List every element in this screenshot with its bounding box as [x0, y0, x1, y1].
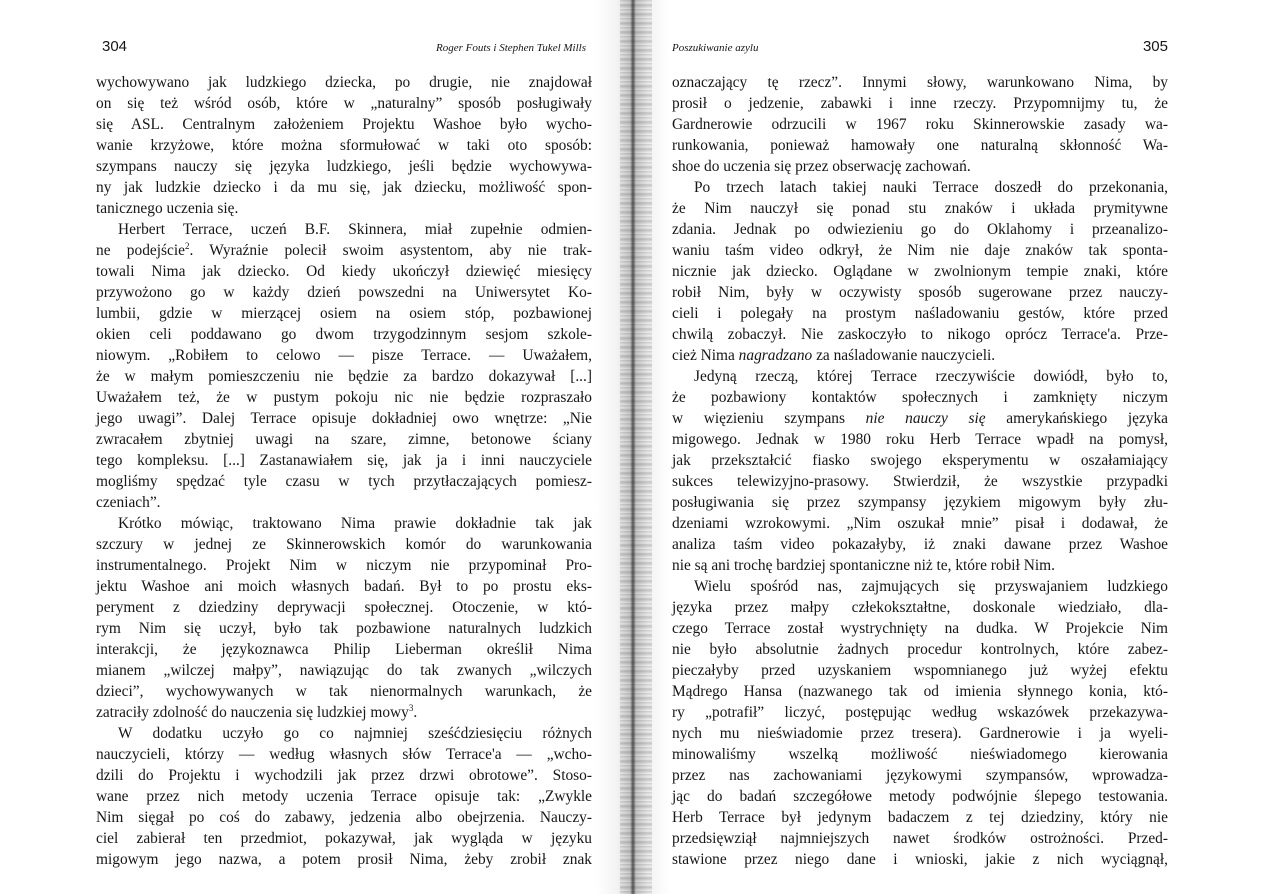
text-line [96, 303, 592, 324]
text-line-main: przedsięwziął najmniejszych nawet środków ostrożności. Przed- [672, 830, 1168, 847]
text-line-main: peryment z dziedziny deprywacji społecznej. Otoczenie, w któ- [96, 599, 592, 616]
text-line-main: szympans nauczy się języka ludzkiego, jeśli będzie wychowywa- [96, 158, 592, 175]
text-line-main: Gardnerowie odrzucili w 1967 roku Skinnerowskie zasady wa- [672, 116, 1168, 133]
text-line [672, 345, 1168, 366]
text-line [96, 198, 592, 219]
text-line-main: dzili do Projektu i wychodzili jak przez drzwi obrotowe”. Stoso- [96, 767, 592, 784]
text-line [96, 219, 592, 240]
text-line [672, 240, 1168, 261]
gutter-scan-shadow [620, 0, 652, 894]
text-line [96, 723, 592, 744]
text-line-main: W dodatku uczyło go co najmniej sześćdziesięciu różnych [118, 725, 592, 742]
text-line-main: w więzieniu szympans [672, 410, 866, 427]
text-line-main: oznaczający tę rzecz”. Innymi słowy, warunkowano Nima, by [672, 74, 1168, 91]
text-line-main: przywożono go w każdy dzień powszedni na Uniwersytet Ko- [96, 284, 592, 301]
text-line-main: waniu taśm video odkrył, że Nim nie daje znaków tak sponta- [672, 242, 1168, 259]
text-line-main: lumbii, gdzie w mierzącej osiem na osiem stóp, pozbawionej [96, 305, 592, 322]
text-line [96, 786, 592, 807]
text-line [672, 765, 1168, 786]
text-line [96, 324, 592, 345]
text-line [96, 576, 592, 597]
text-line [672, 828, 1168, 849]
text-line [96, 240, 592, 261]
text-line-main: nicznie jak dziecko. Oglądane w zwolnionym tempie znaki, które [672, 263, 1168, 280]
text-line [96, 282, 592, 303]
text-line-main: robił Nim, były w oczywisty sposób sugerowane przez nauczy- [672, 284, 1168, 301]
text-line [96, 849, 592, 870]
text-line-main: cież Nima [672, 347, 739, 364]
text-line [672, 534, 1168, 555]
right-page-body-text [672, 72, 1168, 870]
text-line-main: że w małym pomieszczeniu nie będzie za bardzo dokazywał [...] [96, 368, 592, 385]
text-line [96, 366, 592, 387]
text-line [672, 177, 1168, 198]
text-line [672, 702, 1168, 723]
emphasized-text: nagradzano [738, 347, 813, 364]
text-line-main: ne podejście [96, 242, 185, 259]
text-line-main: przez nas zachowaniami językowymi szympansów, wprowadza- [672, 767, 1168, 784]
text-line-main: zwracałem zbytniej uwagi na szare, zimne, betonowe ściany [96, 431, 592, 448]
text-line [672, 387, 1168, 408]
text-line [672, 786, 1168, 807]
text-line [96, 177, 592, 198]
text-line-main: Mądrego Hansa (nazwanego tak od imienia słynnego konia, któ- [672, 683, 1168, 700]
text-line [672, 639, 1168, 660]
text-line [96, 156, 592, 177]
text-line-tail: amerykańskiego języka [985, 410, 1168, 427]
text-line [96, 807, 592, 828]
text-line [672, 471, 1168, 492]
text-line [672, 450, 1168, 471]
text-line-main: języka przez małpy człekokształtne, doskonale wiedziało, dla- [672, 599, 1168, 616]
text-line-main: minowaliśmy wszelką możliwość nieświadomego kierowania [672, 746, 1168, 763]
text-line [96, 135, 592, 156]
text-line [672, 93, 1168, 114]
text-line-main: runkowania, ponieważ hamowały one naturalną skłonność Wa- [672, 137, 1168, 154]
text-line [96, 93, 592, 114]
text-line [672, 429, 1168, 450]
text-line-main: ciel zabierał ten przedmiot, pokazywał, jak wygląda w języku [96, 830, 592, 847]
text-line [96, 744, 592, 765]
text-line-main: Wielu spośród nas, zajmujących się przyswajaniem ludzkiego [694, 578, 1168, 595]
text-line [96, 513, 592, 534]
text-line [96, 345, 592, 366]
text-line [96, 72, 592, 93]
text-line [96, 618, 592, 639]
text-line-main: tego kompleksu. [...] Zastanawiałem się, jak ja i inni nauczyciele [96, 452, 592, 469]
text-line-main: Krótko mówiąc, traktowano Nima prawie dokładnie tak jak [118, 515, 592, 532]
text-line [96, 408, 592, 429]
text-line [96, 429, 592, 450]
text-line-main: ry „potrafił” liczyć, postępując według wskazówek przekazywa- [672, 704, 1168, 721]
text-line [672, 807, 1168, 828]
text-line [96, 660, 592, 681]
text-line-main: nauczycieli, którzy — według własnych słów Terrace'a — „wcho- [96, 746, 592, 763]
text-line-main: zdania. Jednak po odwiezieniu go do Oklahomy i przeanalizo- [672, 221, 1168, 238]
text-line-main: instrumentalnego. Projekt Nim w niczym nie przypominał Pro- [96, 557, 592, 574]
text-line [672, 366, 1168, 387]
text-line [672, 156, 1168, 177]
text-line [96, 114, 592, 135]
text-line-main: tanicznego uczenia się. [96, 200, 239, 217]
page-number: 304 [102, 38, 128, 55]
text-line-main: jektu Washoe ani moich własnych badań. Był to po prostu eks- [96, 578, 592, 595]
footnote-marker: 3 [408, 702, 414, 713]
text-line-main: analiza taśm video pokazałyby, iż znaki dawane przez Washoe [672, 536, 1168, 553]
text-line-main: czeniach”. [96, 494, 161, 511]
text-line-main: Nim sięgał po coś do zabawy, jedzenia albo obejrzenia. Nauczy- [96, 809, 592, 826]
text-line-main: on się też wśród osób, które w „naturalny” sposób posługiwały [96, 95, 592, 112]
text-line-main: niowym. „Robiłem to celowo — pisze Terrace. — Uważałem, [96, 347, 592, 364]
right-page [672, 0, 1168, 894]
text-line-main: pieczałyby przed uzyskaniem wspomnianego już wyżej efektu [672, 662, 1168, 679]
text-line [96, 492, 592, 513]
text-line-tail: . [413, 704, 418, 721]
text-line [672, 597, 1168, 618]
text-line-main: Herbert Terrace, uczeń B.F. Skinnera, miał zupełnie odmien- [118, 221, 592, 238]
text-line-main: cieli i polegały na prostym naśladowaniu gestów, które przed [672, 305, 1168, 322]
text-line-main: prosił o jedzenie, zabawki i inne rzeczy. Przypomnijmy tu, że [672, 95, 1168, 112]
text-line-main: rym Nim się uczył, było tak pozbawione naturalnych ludzkich [96, 620, 592, 637]
text-line-main: chwilą zobaczył. Nie zaskoczyło to nikogo oprócz Terrace'a. Prze- [672, 326, 1168, 343]
left-page [96, 0, 592, 894]
text-line [672, 744, 1168, 765]
text-line-main: Po trzech latach takiej nauki Terrace doszedł do przekonania, [694, 179, 1168, 196]
text-line [96, 555, 592, 576]
running-head: Poszukiwanie azylu [672, 42, 759, 54]
footnote-marker: 2 [184, 240, 190, 251]
text-line-main: że Nim nauczył się ponad stu znaków i układa prymitywne [672, 200, 1168, 217]
left-page-body-text [96, 72, 592, 870]
text-line-main: interakcji, że językoznawca Philip Lieberman określił Nima [96, 641, 592, 658]
text-line [96, 681, 592, 702]
text-line [96, 828, 592, 849]
text-line [672, 219, 1168, 240]
text-line [96, 534, 592, 555]
text-line [96, 450, 592, 471]
text-line [96, 387, 592, 408]
text-line-tail: . Wyraźnie polecił swoim asystentom, aby nie trak- [189, 242, 592, 259]
text-line-main: migowym jego nazwa, a potem prosił Nima, żeby zrobił znak [96, 851, 592, 868]
text-line [96, 639, 592, 660]
text-line [672, 261, 1168, 282]
text-line-main: że pozbawiony kontaktów społecznych i zamknięty niczym [672, 389, 1168, 406]
text-line-tail: za naśladowanie nauczycieli. [812, 347, 996, 364]
text-line [672, 849, 1168, 870]
text-line [96, 471, 592, 492]
text-line [672, 723, 1168, 744]
text-line-main: jąc do badań szczegółowe metody podwójnie ślepego testowania. [672, 788, 1168, 805]
text-line [672, 198, 1168, 219]
text-line-main: nie są ani trochę bardziej spontaniczne niż te, które robił Nim. [672, 557, 1055, 574]
text-line [672, 408, 1168, 429]
text-line-main: okien celi poddawano go dwom trzygodzinnym sesjom szkole- [96, 326, 592, 343]
text-line-main: nych mu nieświadomie przez tresera). Gardnerowie i ja wyeli- [672, 725, 1168, 742]
text-line [672, 303, 1168, 324]
page-number: 305 [1142, 38, 1168, 55]
text-line-main: mogliśmy spędzać tyle czasu w tych przytłaczających pomiesz- [96, 473, 592, 490]
text-line-main: Jedyną rzeczą, której Terrace rzeczywiście dowiódł, było to, [694, 368, 1168, 385]
text-line [672, 492, 1168, 513]
text-line-main: migowego. Jednak w 1980 roku Herb Terrace wpadł na pomysł, [672, 431, 1168, 448]
text-line [672, 513, 1168, 534]
text-line [672, 135, 1168, 156]
text-line-main: mianem „wilczej małpy”, nawiązując do tak zwanych „wilczych [96, 662, 592, 679]
text-line-main: szczury w jednej ze Skinnerowskich komór do warunkowania [96, 536, 592, 553]
text-line [96, 261, 592, 282]
text-line [672, 114, 1168, 135]
text-line [96, 702, 592, 723]
text-line-main: shoe do uczenia się przez obserwację zachowań. [672, 158, 971, 175]
text-line-main: wanie krzyżowe, które można sformułować w taki oto sposób: [96, 137, 592, 154]
text-line [672, 618, 1168, 639]
text-line [672, 681, 1168, 702]
text-line-main: czego Terrace został wystrychnięty na dudka. W Projekcie Nim [672, 620, 1168, 637]
text-line-main: jego uwagi”. Dalej Terrace opisuje dokładniej owo wnętrze: „Nie [96, 410, 592, 427]
text-line [672, 576, 1168, 597]
text-line-main: Herb Terrace był jedynym badaczem z tej dziedziny, który nie [672, 809, 1168, 826]
text-line [96, 765, 592, 786]
text-line-main: wychowywano jak ludzkiego dziecka, po drugie, nie znajdował [96, 74, 592, 91]
text-line-main: nie było absolutnie żadnych procedur kontrolnych, które zabez- [672, 641, 1168, 658]
text-line-main: sukces telewizyjno-prasowy. Stwierdził, że wszystkie przypadki [672, 473, 1168, 490]
text-line-main: się ASL. Centralnym założeniem Projektu Washoe było wycho- [96, 116, 592, 133]
text-line [672, 72, 1168, 93]
text-line-main: jak przekształcić fiasko swojego eksperymentu w oszałamiający [672, 452, 1168, 469]
text-line-main: Uważałem też, że w pustym pokoju nic nie będzie rozpraszało [96, 389, 592, 406]
text-line [672, 660, 1168, 681]
text-line [672, 324, 1168, 345]
text-line-main: posługiwania się przez szympansy językiem migowym były złu- [672, 494, 1168, 511]
emphasized-text: nie nauczy się [865, 410, 986, 427]
right-page-header [672, 38, 1168, 60]
text-line-main: wane przez nich metody uczenia Terrace opisuje tak: „Zwykle [96, 788, 592, 805]
text-line-main: dzieci”, wychowywanych w tak nienormalnych warunkach, że [96, 683, 592, 700]
text-line [672, 282, 1168, 303]
left-page-header [96, 38, 592, 60]
text-line [672, 555, 1168, 576]
text-line-main: stawione przez niego dane i wnioski, jakie z nich wyciągnął, [672, 851, 1168, 868]
text-line [96, 597, 592, 618]
text-line-main: ny jak ludzkie dziecko i da mu się, jak dziecku, możliwość spon- [96, 179, 592, 196]
text-line-main: towali Nima jak dziecko. Od kiedy ukończył dziewięć miesięcy [96, 263, 592, 280]
text-line-main: dzeniami wzrokowymi. „Nim oszukał mnie” pisał i dodawał, że [672, 515, 1168, 532]
running-head: Roger Fouts i Stephen Tukel Mills [435, 42, 586, 54]
text-line-main: zatraciły zdolność do nauczenia się ludzkiej mowy [96, 704, 409, 721]
